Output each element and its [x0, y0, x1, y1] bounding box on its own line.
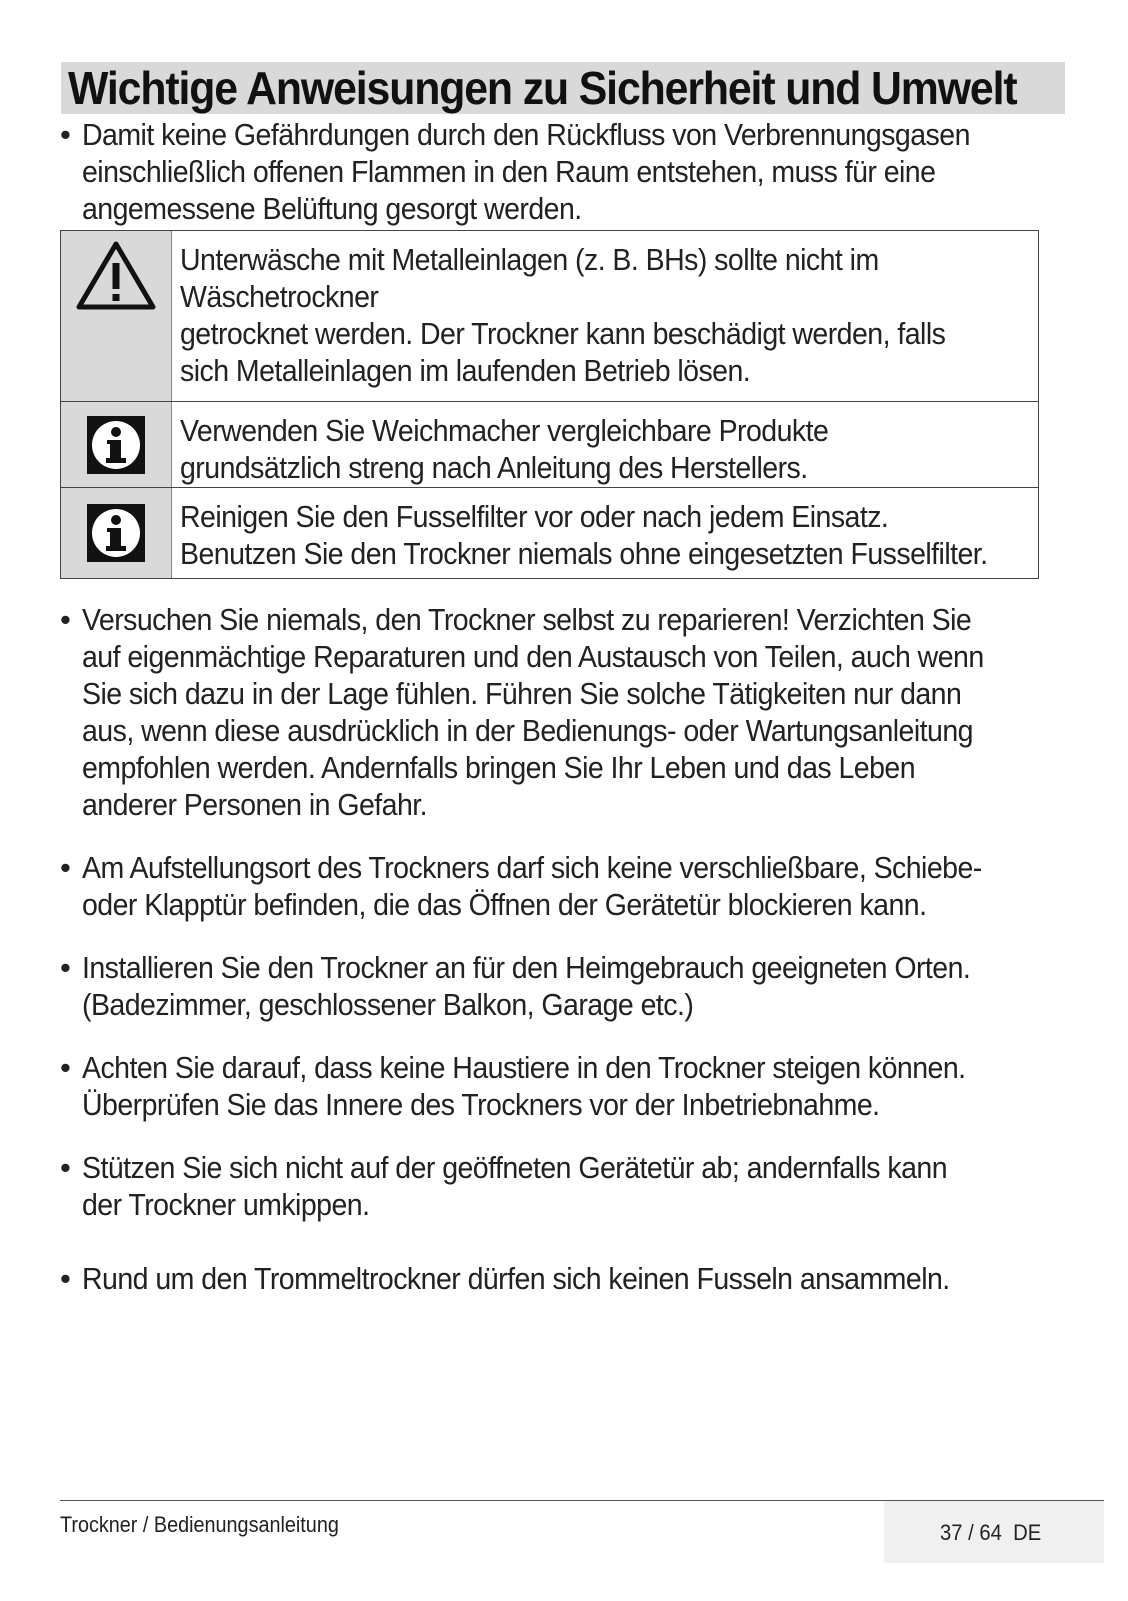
bullet-text	[82, 949, 1076, 1023]
bullet-line: oder Klapptür befinden, die das Öffnen der Gerätetür blockieren kann.	[82, 887, 927, 922]
notice-icon-cell	[61, 488, 172, 578]
bullet-line: empfohlen werden. Andernfalls bringen Sie Ihr Leben und das Leben	[82, 750, 916, 785]
safety-bullet	[60, 949, 1070, 1023]
notice-line: grundsätzlich streng nach Anleitung des Herstellers.	[180, 450, 808, 485]
bullet-text	[82, 1260, 1076, 1297]
notice-line: Benutzen Sie den Trockner niemals ohne eingesetzten Fusselfilter.	[180, 536, 988, 571]
bullet-marker: •	[60, 602, 71, 637]
bullet-line: Installieren Sie den Trockner an für den Heimgebrauch geeigneten Orten.	[82, 950, 971, 985]
bullet-line: aus, wenn diese ausdrücklich in der Bedienungs- oder Wartungsanleitung	[82, 713, 973, 748]
bullet-marker: •	[60, 950, 71, 985]
safety-bullet	[60, 601, 1070, 823]
bullet-line: anderer Personen in Gefahr.	[82, 787, 427, 822]
notice-line: Reinigen Sie den Fusselfilter vor oder nach jedem Einsatz.	[180, 499, 889, 534]
bullet-line: der Trockner umkippen.	[82, 1187, 370, 1222]
notice-line: Unterwäsche mit Metalleinlagen (z. B. BHs) sollte nicht im	[180, 242, 879, 277]
bullet-marker: •	[60, 117, 71, 152]
notice-line: sich Metalleinlagen im laufenden Betrieb lösen.	[180, 353, 751, 388]
page-title: Wichtige Anweisungen zu Sicherheit und Umwelt	[68, 62, 1017, 114]
safety-bullet	[60, 1260, 1070, 1297]
notice-text	[172, 488, 1038, 578]
bullet-line: Stützen Sie sich nicht auf der geöffneten Gerätetür ab; andernfalls kann	[82, 1150, 948, 1185]
warning-triangle-icon	[75, 239, 157, 311]
notice-table	[60, 230, 1039, 579]
bullet-marker: •	[60, 1261, 71, 1296]
notice-line: Verwenden Sie Weichmacher vergleichbare Produkte	[180, 413, 829, 448]
bullet-line: auf eigenmächtige Reparaturen und den Austausch von Teilen, auch wenn	[82, 639, 984, 674]
bullet-line: angemessene Belüftung gesorgt werden.	[82, 191, 582, 226]
bullet-marker: •	[60, 1150, 71, 1185]
bullet-line: Sie sich dazu in der Lage fühlen. Führen Sie solche Tätigkeiten nur dann	[82, 676, 962, 711]
info-icon	[86, 415, 146, 475]
language-code: DE	[1013, 1520, 1042, 1545]
bullet-line: Versuchen Sie niemals, den Trockner selbst zu reparieren! Verzichten Sie	[82, 602, 972, 637]
safety-bullet	[60, 1149, 1070, 1223]
bullet-line: Am Aufstellungsort des Trockners darf sich keine verschließbare, Schiebe-	[82, 850, 982, 885]
notice-icon-cell	[61, 402, 172, 487]
bullet-marker: •	[60, 1050, 71, 1085]
intro-bullet	[60, 116, 1070, 227]
bullet-line: (Badezimmer, geschlossener Balkon, Garage etc.)	[82, 987, 694, 1022]
bullet-text	[82, 116, 1076, 227]
bullet-line: einschließlich offenen Flammen in den Raum entstehen, muss für eine	[82, 154, 936, 189]
footer-page-number	[940, 1520, 1041, 1546]
notice-row-warning	[60, 230, 1039, 402]
bullet-marker: •	[60, 850, 71, 885]
bullet-text	[82, 849, 1076, 923]
notice-line: getrocknet werden. Der Trockner kann beschädigt werden, falls	[180, 316, 946, 351]
info-icon	[86, 503, 146, 563]
bullet-line: Überprüfen Sie das Innere des Trockners vor der Inbetriebnahme.	[82, 1087, 880, 1122]
notice-row-info	[60, 488, 1039, 579]
footer-document-title: Trockner / Bedienungsanleitung	[60, 1512, 339, 1537]
bullet-text	[82, 1049, 1076, 1123]
bullet-line: Achten Sie darauf, dass keine Haustiere in den Trockner steigen können.	[82, 1050, 966, 1085]
notice-line: Wäschetrockner	[180, 279, 379, 314]
bullet-text	[82, 601, 1076, 823]
safety-bullet	[60, 849, 1070, 923]
page-number: 37 / 64	[940, 1520, 1002, 1545]
notice-row-info	[60, 402, 1039, 488]
bullet-line: Rund um den Trommeltrockner dürfen sich keinen Fusseln ansammeln.	[82, 1261, 950, 1296]
bullet-line: Damit keine Gefährdungen durch den Rückfluss von Verbrennungsgasen	[82, 117, 970, 152]
bullet-text	[82, 1149, 1076, 1223]
safety-bullet	[60, 1049, 1070, 1123]
notice-icon-cell	[61, 231, 172, 401]
notice-text	[172, 231, 1038, 401]
notice-text	[172, 402, 1038, 487]
